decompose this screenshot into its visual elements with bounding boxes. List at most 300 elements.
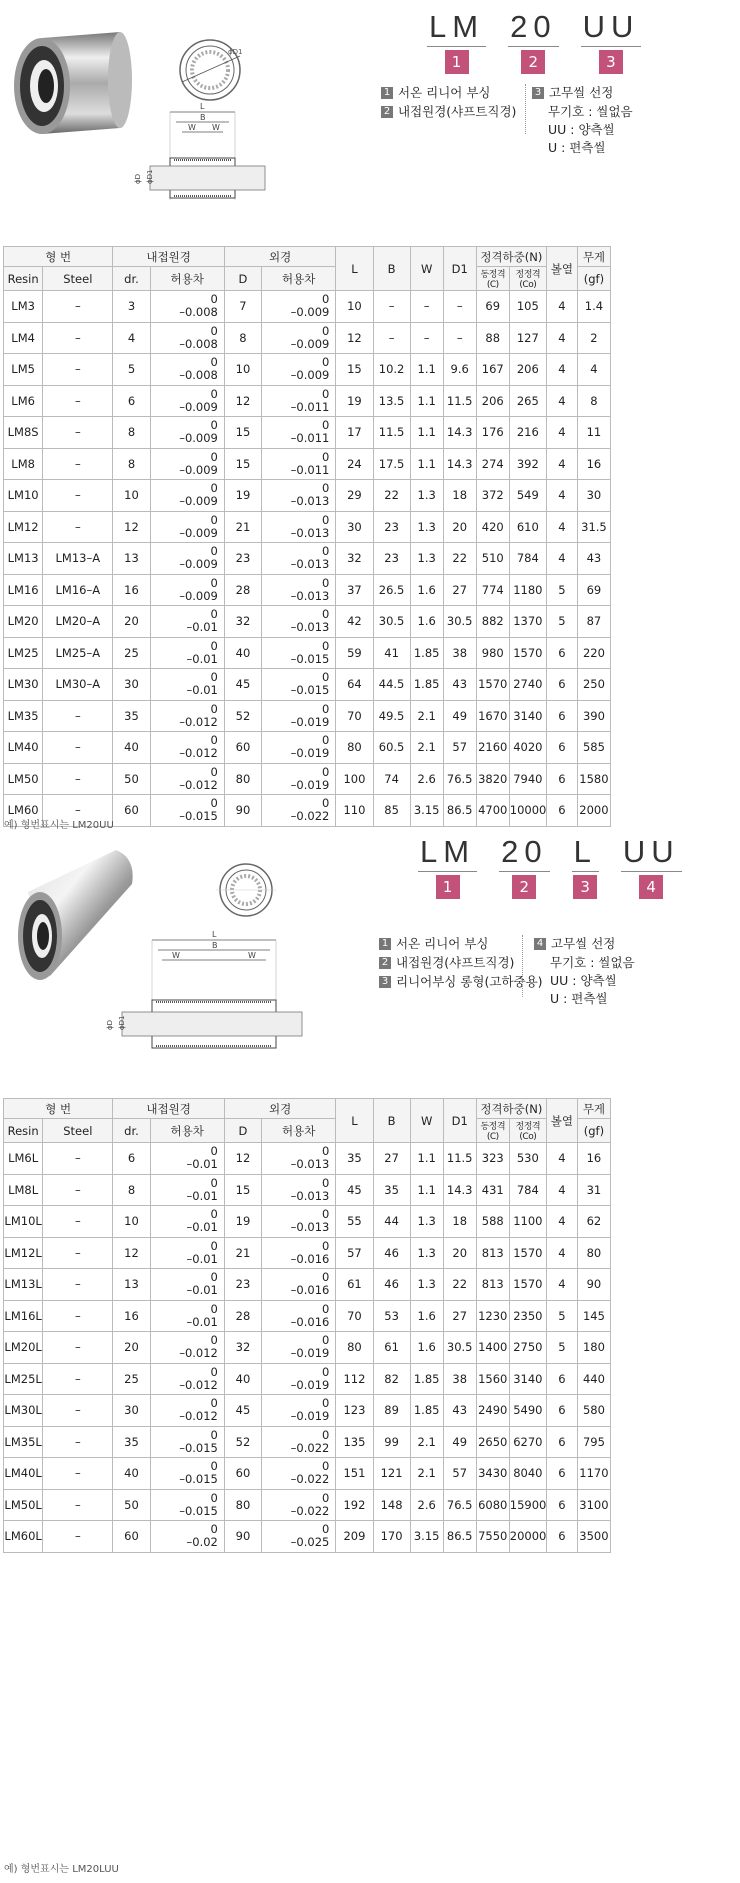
cell-L: 151 [336, 1458, 373, 1490]
cell-balls: 4 [546, 322, 577, 354]
cell-dr: 30 [113, 1395, 150, 1427]
table-row [4, 1458, 611, 1490]
cell-L: 42 [336, 606, 373, 638]
cell-dr_tol: 0 –0.012 [150, 763, 224, 795]
cell-W: 1.1 [410, 354, 443, 386]
cell-steel: – [43, 322, 113, 354]
cell-resin: LM16 [4, 574, 43, 606]
cell-W: 1.1 [410, 448, 443, 480]
cell-D_tol: 0 –0.022 [262, 1489, 336, 1521]
cell-dr: 25 [113, 637, 150, 669]
cell-resin: LM13 [4, 543, 43, 575]
cell-gf: 1170 [577, 1458, 610, 1490]
cell-balls: 4 [546, 1174, 577, 1206]
cell-gf: 580 [577, 1395, 610, 1427]
cell-dr_tol: 0 –0.008 [150, 354, 224, 386]
cell-D_tol: 0 –0.011 [262, 417, 336, 449]
cell-steel: – [43, 354, 113, 386]
cell-W: 1.3 [410, 511, 443, 543]
cell-dr: 50 [113, 1489, 150, 1521]
cell-B: – [373, 291, 410, 323]
cell-D1: 20 [443, 511, 476, 543]
cell-dr_tol: 0 –0.009 [150, 574, 224, 606]
cell-Co: 392 [509, 448, 546, 480]
cell-balls: 6 [546, 1521, 577, 1553]
cell-steel: – [43, 417, 113, 449]
cell-L: 110 [336, 795, 373, 827]
cell-D: 32 [224, 606, 261, 638]
cell-B: 85 [373, 795, 410, 827]
cell-D_tol: 0 –0.019 [262, 1332, 336, 1364]
cell-Co: 3140 [509, 1363, 546, 1395]
cell-balls: 6 [546, 732, 577, 764]
cell-D_tol: 0 –0.011 [262, 448, 336, 480]
cell-D_tol: 0 –0.019 [262, 700, 336, 732]
cell-dr_tol: 0 –0.009 [150, 543, 224, 575]
cell-dr: 60 [113, 1521, 150, 1553]
cell-resin: LM40 [4, 732, 43, 764]
cell-C: 372 [476, 480, 509, 512]
cell-resin: LM10L [4, 1206, 43, 1238]
cell-C: 510 [476, 543, 509, 575]
cell-B: 44.5 [373, 669, 410, 701]
dim-L-label: L [200, 102, 205, 111]
cell-C: 588 [476, 1206, 509, 1238]
legend-left: 1 서온 리니어 부싱 2 내접원경(샤프트직경) [381, 84, 516, 122]
cell-Co: 2750 [509, 1332, 546, 1364]
section-long [0, 834, 740, 1883]
dim-D-label: ϕD [106, 1019, 114, 1030]
legend-right: 3 고무씰 선정 무기호 : 씰없음 UU : 양측씰 U : 편측씰 [532, 84, 633, 157]
cell-Co: 127 [509, 322, 546, 354]
cell-dr: 13 [113, 1269, 150, 1301]
cell-dr_tol: 0 –0.01 [150, 1143, 224, 1175]
cell-C: 323 [476, 1143, 509, 1175]
cell-resin: LM3 [4, 291, 43, 323]
table-row [4, 763, 611, 795]
cell-D1: 20 [443, 1237, 476, 1269]
cell-W: 1.85 [410, 1395, 443, 1427]
cell-balls: 5 [546, 1300, 577, 1332]
cell-D: 60 [224, 732, 261, 764]
cell-gf: 250 [577, 669, 610, 701]
cell-steel: – [43, 480, 113, 512]
cell-balls: 4 [546, 1206, 577, 1238]
cell-L: 80 [336, 732, 373, 764]
cell-dr_tol: 0 –0.01 [150, 1269, 224, 1301]
cell-gf: 69 [577, 574, 610, 606]
cell-W: 1.6 [410, 1332, 443, 1364]
spec-rows-standard [4, 291, 611, 827]
cell-D1: 14.3 [443, 417, 476, 449]
cell-D_tol: 0 –0.019 [262, 1363, 336, 1395]
cell-D1: 57 [443, 1458, 476, 1490]
cell-B: 121 [373, 1458, 410, 1490]
code-part: UU 3 [581, 10, 642, 74]
cell-steel: – [43, 1363, 113, 1395]
cell-dr_tol: 0 –0.02 [150, 1521, 224, 1553]
cell-D1: 30.5 [443, 1332, 476, 1364]
table-row [4, 511, 611, 543]
cell-D1: 14.3 [443, 1174, 476, 1206]
dim-D1-label: ϕD1 [118, 1015, 126, 1030]
cell-dr_tol: 0 –0.012 [150, 1363, 224, 1395]
cell-D_tol: 0 –0.009 [262, 291, 336, 323]
cell-gf: 220 [577, 637, 610, 669]
d1-label: ϕD1 [228, 48, 243, 56]
cell-gf: 30 [577, 480, 610, 512]
cell-C: 420 [476, 511, 509, 543]
cell-dr: 12 [113, 511, 150, 543]
cell-Co: 549 [509, 480, 546, 512]
cell-steel: – [43, 511, 113, 543]
cell-D: 80 [224, 1489, 261, 1521]
cell-steel: – [43, 291, 113, 323]
cell-resin: LM8 [4, 448, 43, 480]
cell-balls: 6 [546, 763, 577, 795]
cell-gf: 80 [577, 1237, 610, 1269]
cell-dr: 30 [113, 669, 150, 701]
cell-W: 3.15 [410, 1521, 443, 1553]
cell-balls: 4 [546, 1269, 577, 1301]
cell-B: 44 [373, 1206, 410, 1238]
table-row [4, 1300, 611, 1332]
dim-W1-label: W [172, 951, 180, 960]
cell-dr: 40 [113, 1458, 150, 1490]
table-row [4, 1489, 611, 1521]
cell-dr: 6 [113, 385, 150, 417]
table-row [4, 1206, 611, 1238]
cell-D1: 14.3 [443, 448, 476, 480]
cell-D_tol: 0 –0.019 [262, 1395, 336, 1427]
table-row [4, 606, 611, 638]
cell-dr_tol: 0 –0.01 [150, 669, 224, 701]
table-row [4, 322, 611, 354]
cell-L: 17 [336, 417, 373, 449]
cell-B: 17.5 [373, 448, 410, 480]
cell-D_tol: 0 –0.019 [262, 732, 336, 764]
cell-steel: LM13–A [43, 543, 113, 575]
cell-D_tol: 0 –0.016 [262, 1269, 336, 1301]
cell-steel: – [43, 1143, 113, 1175]
cell-balls: 6 [546, 1426, 577, 1458]
cell-C: 2160 [476, 732, 509, 764]
cell-L: 37 [336, 574, 373, 606]
table-row [4, 1332, 611, 1364]
cell-W: 1.6 [410, 1300, 443, 1332]
cell-C: 2650 [476, 1426, 509, 1458]
table-row [4, 385, 611, 417]
cell-B: 82 [373, 1363, 410, 1395]
cell-Co: 4020 [509, 732, 546, 764]
cell-C: 431 [476, 1174, 509, 1206]
cell-W: 1.1 [410, 417, 443, 449]
cell-balls: 4 [546, 511, 577, 543]
cell-W: 1.3 [410, 543, 443, 575]
cell-steel: LM16–A [43, 574, 113, 606]
cell-resin: LM6 [4, 385, 43, 417]
cell-L: 57 [336, 1237, 373, 1269]
cell-C: 1570 [476, 669, 509, 701]
code-part: L 3 [572, 835, 599, 899]
cell-balls: 4 [546, 1237, 577, 1269]
cell-Co: 610 [509, 511, 546, 543]
table-row [4, 1174, 611, 1206]
cell-steel: – [43, 763, 113, 795]
note-long: 예) 형번표시는 LM20LUU [4, 1864, 119, 1875]
dim-B-label: B [200, 113, 206, 122]
cell-balls: 4 [546, 1143, 577, 1175]
cell-gf: 585 [577, 732, 610, 764]
cell-steel: – [43, 732, 113, 764]
table-row [4, 574, 611, 606]
cell-Co: 1370 [509, 606, 546, 638]
cell-Co: 784 [509, 1174, 546, 1206]
cell-dr: 35 [113, 1426, 150, 1458]
dim-L-label: L [212, 930, 217, 939]
cell-B: – [373, 322, 410, 354]
cell-Co: 216 [509, 417, 546, 449]
cell-steel: LM30–A [43, 669, 113, 701]
cell-dr_tol: 0 –0.01 [150, 1206, 224, 1238]
cell-D: 90 [224, 795, 261, 827]
long-side-view-diagram [100, 920, 320, 1070]
cell-D: 15 [224, 448, 261, 480]
cell-W: 1.3 [410, 1237, 443, 1269]
cell-L: 30 [336, 511, 373, 543]
cell-gf: 31.5 [577, 511, 610, 543]
table-row [4, 480, 611, 512]
cell-balls: 6 [546, 1458, 577, 1490]
cell-resin: LM50L [4, 1489, 43, 1521]
cell-L: 70 [336, 1300, 373, 1332]
cell-balls: 6 [546, 637, 577, 669]
side-view-diagram [130, 100, 270, 220]
cell-dr: 20 [113, 1332, 150, 1364]
cell-resin: LM35 [4, 700, 43, 732]
cell-L: 80 [336, 1332, 373, 1364]
cell-Co: 6270 [509, 1426, 546, 1458]
cell-D1: 76.5 [443, 763, 476, 795]
cell-D: 15 [224, 417, 261, 449]
cell-resin: LM25L [4, 1363, 43, 1395]
cell-B: 74 [373, 763, 410, 795]
cell-balls: 6 [546, 700, 577, 732]
cell-D1: 30.5 [443, 606, 476, 638]
cell-C: 1400 [476, 1332, 509, 1364]
table-row [4, 543, 611, 575]
table-row [4, 700, 611, 732]
spec-table-long: 형 번 내접원경 외경 L B W D1 정격하중(N) 볼열 무게 Resin Steel dr. 허용차 D 허용차 동정격(C) 정정격(Co) (gf) LM6L – 6 0 –0.01 12 0 –0.013 35 27 1.1 11.5 323 530 4 16 LM8L – 8 0 –0.01 15 0 –0.013 45 35 1.1 14.3 431 784 4 31 LM10L – 10 0 –0.01 19 0 –0.013 55 44 1.3 18 588 1100 4 62 LM12L – 12 0 –0.01 21 0 –0.016 57 46 1.3 20 813 1570 4 80 LM13L – 13 0 –0.01 23 0 –0.016 61 46 1.3 22 813 1570 4 90 LM16L – 16 0 –0.01 28 0 –0.016 70 53 1.6 27 1230 2350 5 145 LM20L – 20 0 –0.012 32 0 –0.019 80 61 1.6 30.5 1400 2750 5 180 LM25L – 25 0 –0.012 40 0 –0.019 112 82 1.85 38 1560 3140 6 440 LM30L – 30 0 –0.012 45 0 –0.019 123 89 1.85 43 2490 5490 6 580 LM35L – 35 0 –0.015 52 0 –0.022 135 99 2.1 49 2650 6270 6 795 LM40L – 40 0 –0.015 60 0 –0.022 151 121 2.1 57 3430 8040 6 1170 LM50L – 50 0 –0.015 80 0 –0.022 192 148 2.6 76.5 6080 15900 6 3100 LM60L – 60 0 –0.02 90 0 –0.025 209 170 3.15 86.5 7550 20000 6 3500 [3, 1098, 611, 1553]
cell-D1: 38 [443, 637, 476, 669]
cell-steel: – [43, 1521, 113, 1553]
cell-balls: 6 [546, 795, 577, 827]
cell-D: 10 [224, 354, 261, 386]
cell-balls: 4 [546, 448, 577, 480]
cell-steel: – [43, 1395, 113, 1427]
cell-Co: 1570 [509, 1269, 546, 1301]
cell-D: 28 [224, 1300, 261, 1332]
cell-B: 148 [373, 1489, 410, 1521]
cell-gf: 31 [577, 1174, 610, 1206]
cell-B: 22 [373, 480, 410, 512]
cell-W: – [410, 322, 443, 354]
cell-L: 15 [336, 354, 373, 386]
cell-D: 8 [224, 322, 261, 354]
cell-D: 21 [224, 1237, 261, 1269]
cell-D1: 49 [443, 700, 476, 732]
table-row [4, 354, 611, 386]
cell-B: 23 [373, 543, 410, 575]
cell-C: 4700 [476, 795, 509, 827]
cell-D1: 76.5 [443, 1489, 476, 1521]
cell-D: 45 [224, 669, 261, 701]
cell-D1: 57 [443, 732, 476, 764]
cell-L: 135 [336, 1426, 373, 1458]
cell-C: 69 [476, 291, 509, 323]
cell-W: 1.3 [410, 1206, 443, 1238]
cell-L: 64 [336, 669, 373, 701]
cell-B: 26.5 [373, 574, 410, 606]
cell-dr_tol: 0 –0.01 [150, 637, 224, 669]
cell-B: 170 [373, 1521, 410, 1553]
cell-resin: LM6L [4, 1143, 43, 1175]
cell-resin: LM35L [4, 1426, 43, 1458]
cell-gf: 390 [577, 700, 610, 732]
code-part: LM 1 [427, 10, 486, 74]
cell-W: 1.85 [410, 1363, 443, 1395]
dim-D-label: ϕD [134, 173, 142, 184]
code-part: UU 4 [621, 835, 682, 899]
cell-B: 53 [373, 1300, 410, 1332]
cell-Co: 8040 [509, 1458, 546, 1490]
cell-Co: 105 [509, 291, 546, 323]
cell-Co: 1570 [509, 1237, 546, 1269]
cell-steel: – [43, 1237, 113, 1269]
cell-D_tol: 0 –0.022 [262, 1458, 336, 1490]
cell-balls: 6 [546, 669, 577, 701]
cell-Co: 1100 [509, 1206, 546, 1238]
cell-D: 23 [224, 1269, 261, 1301]
cell-W: 2.1 [410, 1458, 443, 1490]
cell-dr_tol: 0 –0.015 [150, 1426, 224, 1458]
cell-D_tol: 0 –0.013 [262, 511, 336, 543]
cell-Co: 265 [509, 385, 546, 417]
cell-gf: 16 [577, 448, 610, 480]
cell-balls: 4 [546, 480, 577, 512]
cell-D1: 18 [443, 480, 476, 512]
cell-L: 45 [336, 1174, 373, 1206]
cell-D_tol: 0 –0.009 [262, 322, 336, 354]
cell-resin: LM30 [4, 669, 43, 701]
cell-dr: 25 [113, 1363, 150, 1395]
cell-resin: LM8L [4, 1174, 43, 1206]
cell-resin: LM12 [4, 511, 43, 543]
cell-C: 2490 [476, 1395, 509, 1427]
cell-D: 60 [224, 1458, 261, 1490]
cell-dr_tol: 0 –0.015 [150, 795, 224, 827]
cell-D1: 9.6 [443, 354, 476, 386]
cell-gf: 16 [577, 1143, 610, 1175]
cell-Co: 1570 [509, 637, 546, 669]
cell-W: 1.85 [410, 669, 443, 701]
table-row [4, 1363, 611, 1395]
dim-W2-label: W [248, 951, 256, 960]
cell-Co: 2350 [509, 1300, 546, 1332]
cell-dr: 10 [113, 1206, 150, 1238]
cell-W: 1.6 [410, 606, 443, 638]
cell-dr: 35 [113, 700, 150, 732]
cell-W: 1.3 [410, 1269, 443, 1301]
bushing-photo [8, 30, 136, 140]
cell-D_tol: 0 –0.019 [262, 763, 336, 795]
dim-B-label: B [212, 941, 218, 950]
cell-C: 206 [476, 385, 509, 417]
cell-gf: 440 [577, 1363, 610, 1395]
cell-resin: LM4 [4, 322, 43, 354]
cell-B: 46 [373, 1269, 410, 1301]
cell-balls: 4 [546, 417, 577, 449]
cell-Co: 3140 [509, 700, 546, 732]
cell-dr: 12 [113, 1237, 150, 1269]
cell-gf: 87 [577, 606, 610, 638]
cell-W: 2.6 [410, 1489, 443, 1521]
cell-B: 41 [373, 637, 410, 669]
cell-C: 6080 [476, 1489, 509, 1521]
cell-W: 1.85 [410, 637, 443, 669]
table-row [4, 1426, 611, 1458]
cell-balls: 6 [546, 1363, 577, 1395]
cell-balls: 5 [546, 606, 577, 638]
cell-dr: 20 [113, 606, 150, 638]
cell-steel: – [43, 795, 113, 827]
cell-W: 2.1 [410, 700, 443, 732]
cell-Co: 2740 [509, 669, 546, 701]
cell-dr: 16 [113, 1300, 150, 1332]
code-part: LM 1 [418, 835, 477, 899]
cell-D: 52 [224, 1426, 261, 1458]
cell-dr_tol: 0 –0.01 [150, 1300, 224, 1332]
cell-resin: LM12L [4, 1237, 43, 1269]
cell-dr_tol: 0 –0.012 [150, 1332, 224, 1364]
cell-gf: 90 [577, 1269, 610, 1301]
cell-Co: 530 [509, 1143, 546, 1175]
cell-L: 112 [336, 1363, 373, 1395]
cell-resin: LM5 [4, 354, 43, 386]
table-row [4, 1237, 611, 1269]
cell-D: 19 [224, 1206, 261, 1238]
cell-dr: 6 [113, 1143, 150, 1175]
cell-dr: 3 [113, 291, 150, 323]
cell-D_tol: 0 –0.013 [262, 543, 336, 575]
cell-L: 123 [336, 1395, 373, 1427]
cell-L: 12 [336, 322, 373, 354]
legend-right-long: 4 고무씰 선정 무기호 : 씰없음 UU : 양측씰 U : 편측씰 [534, 935, 635, 1008]
cell-resin: LM40L [4, 1458, 43, 1490]
cell-resin: LM60 [4, 795, 43, 827]
cell-D_tol: 0 –0.009 [262, 354, 336, 386]
cell-W: 1.1 [410, 385, 443, 417]
cell-D: 12 [224, 1143, 261, 1175]
cell-dr_tol: 0 –0.008 [150, 291, 224, 323]
cell-dr_tol: 0 –0.012 [150, 732, 224, 764]
cell-gf: 795 [577, 1426, 610, 1458]
cell-C: 7550 [476, 1521, 509, 1553]
cell-C: 774 [476, 574, 509, 606]
table-row [4, 1395, 611, 1427]
cell-D_tol: 0 –0.013 [262, 606, 336, 638]
cell-resin: LM25 [4, 637, 43, 669]
